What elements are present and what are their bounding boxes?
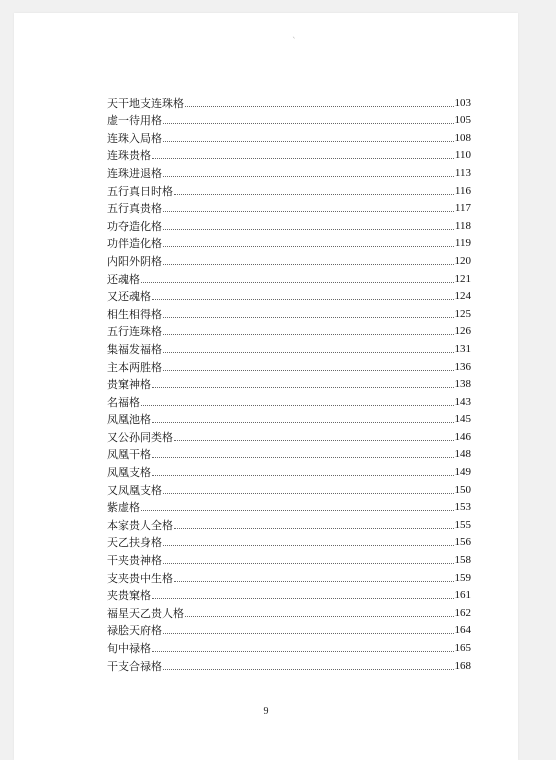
- toc-entry-title: 功夺造化格: [107, 219, 162, 233]
- toc-entry-page: 121: [454, 272, 471, 285]
- toc-leader-dots: [163, 493, 454, 494]
- toc-leader-dots: [163, 669, 454, 670]
- toc-leader-dots: [163, 229, 454, 230]
- toc-entry-title: 旬中禄格: [107, 642, 151, 655]
- toc-entry-page: 158: [454, 554, 471, 567]
- page-number: 9: [263, 706, 269, 717]
- toc-entry-page: 148: [454, 448, 471, 461]
- toc-entry-title: 禄脍天府格: [107, 624, 162, 638]
- toc-entry-title: 又还魂格: [107, 290, 151, 304]
- toc-entry[interactable]: [107, 602, 471, 620]
- toc-entry[interactable]: [107, 110, 471, 128]
- toc-entry-page: 108: [454, 131, 471, 144]
- toc-entry[interactable]: [107, 585, 471, 603]
- toc-entry[interactable]: [107, 215, 471, 233]
- toc-leader-dots: [163, 545, 454, 546]
- toc-entry-page: 136: [454, 360, 471, 373]
- toc-leader-dots: [163, 211, 454, 212]
- toc-entry[interactable]: [107, 567, 471, 585]
- toc-leader-dots: [163, 246, 454, 247]
- toc-entry[interactable]: [107, 145, 471, 163]
- toc-leader-dots: [163, 352, 454, 353]
- toc-entry-page: 113: [454, 166, 471, 179]
- toc-entry[interactable]: [107, 549, 471, 567]
- toc-leader-dots: [163, 563, 454, 564]
- toc-entry-page: 161: [454, 589, 471, 602]
- toc-entry-title: 夹贵窠格: [107, 589, 151, 603]
- toc-entry[interactable]: [107, 127, 471, 145]
- toc-entry-page: 145: [454, 413, 471, 426]
- toc-entry-page: 162: [454, 606, 471, 619]
- toc-leader-dots: [152, 651, 454, 652]
- toc-entry-page: 118: [454, 219, 471, 232]
- toc-entry-page: 131: [454, 342, 471, 355]
- toc-entry-page: 165: [454, 642, 471, 654]
- toc-entry[interactable]: [107, 286, 471, 304]
- toc-entry[interactable]: [107, 409, 471, 427]
- toc-entry-title: 天乙扶身格: [107, 536, 162, 550]
- toc-leader-dots: [152, 422, 454, 423]
- toc-entry-page: 150: [454, 483, 471, 496]
- toc-entry-page: 120: [454, 254, 471, 267]
- toc-leader-dots: [163, 141, 454, 142]
- toc-entry-title: 支夹贵中生格: [107, 571, 173, 585]
- toc-entry-title: 连珠入局格: [107, 131, 162, 145]
- toc-leader-dots: [163, 317, 454, 318]
- toc-leader-dots: [174, 194, 454, 195]
- toc-leader-dots: [185, 106, 454, 107]
- toc-entry-title: 功伴造化格: [107, 237, 162, 251]
- toc-leader-dots: [163, 334, 454, 335]
- toc-entry-page: 126: [454, 325, 471, 338]
- toc-entry-title: 集福发福格: [107, 342, 162, 356]
- table-of-contents: [107, 92, 471, 673]
- toc-entry[interactable]: [107, 620, 471, 638]
- toc-entry[interactable]: [107, 250, 471, 268]
- toc-entry[interactable]: [107, 338, 471, 356]
- toc-entry-title: 连珠贵格: [107, 149, 151, 163]
- toc-entry[interactable]: [107, 479, 471, 497]
- toc-leader-dots: [152, 475, 454, 476]
- toc-leader-dots: [141, 510, 454, 511]
- toc-entry[interactable]: [107, 162, 471, 180]
- toc-entry-title: 贵窠神格: [107, 378, 151, 392]
- toc-entry-title: 五行真贵格: [107, 202, 162, 216]
- toc-entry-title: 干支合禄格: [107, 659, 162, 673]
- toc-leader-dots: [163, 264, 454, 265]
- toc-entry[interactable]: [107, 180, 471, 198]
- toc-entry[interactable]: [107, 92, 471, 110]
- toc-entry[interactable]: [107, 356, 471, 374]
- toc-entry[interactable]: [107, 303, 471, 321]
- toc-entry-title: 福星天乙贵人格: [107, 606, 184, 620]
- toc-entry-page: 156: [454, 536, 471, 549]
- toc-leader-dots: [174, 581, 454, 582]
- toc-entry-title: 主本两胜格: [107, 360, 162, 374]
- toc-leader-dots: [152, 598, 454, 599]
- toc-entry[interactable]: [107, 268, 471, 286]
- toc-entry-title: 相生相得格: [107, 307, 162, 321]
- toc-entry-page: 119: [454, 237, 471, 250]
- toc-entry-page: 125: [454, 307, 471, 320]
- toc-entry-title: 天干地支连珠格: [107, 96, 184, 110]
- toc-entry-page: 110: [454, 149, 471, 162]
- toc-entry-page: 117: [454, 202, 471, 215]
- toc-leader-dots: [174, 440, 454, 441]
- toc-entry-page: 146: [454, 430, 471, 443]
- toc-entry-title: 五行真日时格: [107, 184, 173, 198]
- toc-entry-title: 虚一待用格: [107, 114, 162, 128]
- toc-entry-title: 五行连珠格: [107, 325, 162, 339]
- toc-leader-dots: [152, 457, 454, 458]
- toc-leader-dots: [152, 299, 454, 300]
- toc-entry-title: 又凤凰支格: [107, 483, 162, 497]
- toc-entry-title: 又公孙同类格: [107, 430, 173, 444]
- toc-entry[interactable]: [107, 514, 471, 532]
- toc-entry-page: 143: [454, 395, 471, 408]
- document-page: [14, 13, 518, 760]
- toc-entry[interactable]: [107, 374, 471, 392]
- toc-entry-page: 138: [454, 378, 471, 391]
- toc-leader-dots: [185, 616, 454, 617]
- toc-entry[interactable]: [107, 426, 471, 444]
- toc-entry-title: 紫虚格: [107, 501, 140, 515]
- toc-leader-dots: [163, 176, 454, 177]
- toc-entry-page: 116: [454, 184, 471, 197]
- toc-entry-page: 164: [454, 624, 471, 637]
- toc-entry[interactable]: [107, 321, 471, 339]
- toc-entry-title: 内阳外阴格: [107, 254, 162, 268]
- toc-entry[interactable]: [107, 532, 471, 550]
- toc-entry[interactable]: [107, 637, 471, 655]
- toc-entry-title: 凤凰干格: [107, 448, 151, 462]
- toc-leader-dots: [174, 528, 454, 529]
- toc-entry[interactable]: [107, 391, 471, 409]
- toc-entry-title: 凤凰池格: [107, 413, 151, 427]
- toc-entry-page: 103: [454, 96, 471, 109]
- toc-entry-page: 149: [454, 466, 471, 479]
- toc-leader-dots: [141, 405, 454, 406]
- scan-mark: ˋ: [292, 37, 297, 47]
- toc-entry-title: 凤凰支格: [107, 466, 151, 480]
- toc-entry[interactable]: [107, 444, 471, 462]
- toc-entry-page: 159: [454, 571, 471, 584]
- toc-entry[interactable]: [107, 497, 471, 515]
- toc-entry-title: 干夹贵神格: [107, 554, 162, 568]
- toc-entry-page: 124: [454, 290, 471, 303]
- toc-entry-title: 名福格: [107, 395, 140, 409]
- toc-entry-title: 本家贵人全格: [107, 518, 173, 532]
- toc-leader-dots: [152, 387, 454, 388]
- toc-leader-dots: [163, 123, 454, 124]
- toc-leader-dots: [163, 370, 454, 371]
- toc-leader-dots: [141, 282, 454, 283]
- toc-leader-dots: [152, 158, 454, 159]
- toc-entry[interactable]: [107, 655, 471, 673]
- toc-entry-page: 155: [454, 518, 471, 531]
- toc-entry-page: 153: [454, 501, 471, 514]
- toc-entry[interactable]: [107, 461, 471, 479]
- toc-entry-page: 105: [454, 114, 471, 127]
- toc-entry[interactable]: [107, 198, 471, 216]
- toc-entry[interactable]: [107, 233, 471, 251]
- toc-entry-title: 连珠进退格: [107, 166, 162, 180]
- toc-entry-page: 168: [454, 659, 471, 672]
- toc-leader-dots: [163, 633, 454, 634]
- toc-entry-title: 还魂格: [107, 272, 140, 286]
